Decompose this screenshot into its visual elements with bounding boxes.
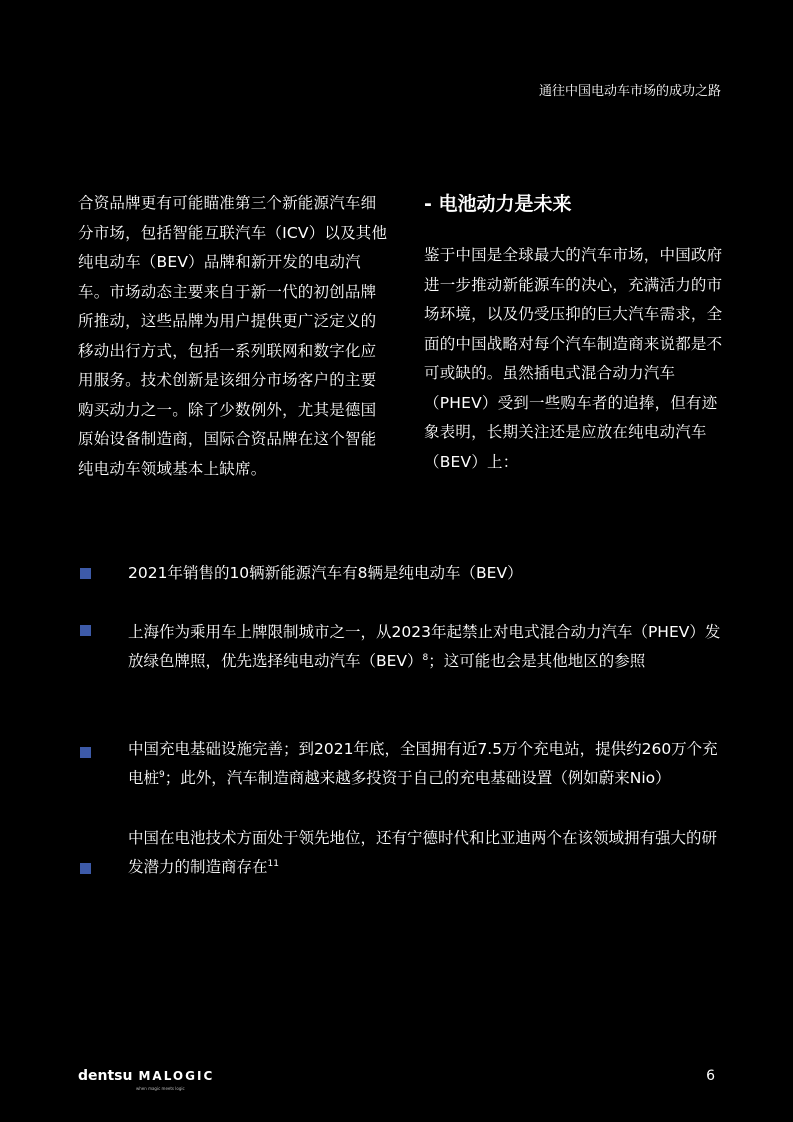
dentsu-malogic-logo [78,1068,214,1084]
bullet-marker [80,863,91,874]
running-header: 通往中国电动车市场的成功之路 [538,84,721,99]
bullet-text: 中国在电池技术方面处于领先地位，还有宁德时代和比亚迪两个在该领域拥有强大的研发潜力的制造商存在 [128,829,718,876]
bullet-marker [80,747,91,758]
bullet-text: ；这可能也会是其他地区的参照 [428,652,646,670]
right-column [424,189,724,477]
bullet-item-4 [128,824,728,882]
right-column-paragraph: 鉴于中国是全球最大的汽车市场，中国政府进一步推动新能源车的决心，充满活力的市场环境，以及仍受压抑的巨大汽车需求，全面的中国战略对每个汽车制造商来说都是不可或缺的。虽然插电式混合动力汽车（PHEV）受到一些购车者的追捧，但有迹象表明，长期关注还是应放在纯电动汽车（BEV）上： [424,246,723,471]
bullet-marker [80,625,91,636]
bullet-item-3 [128,735,728,793]
brand-dentsu: dentsu [78,1068,133,1084]
bullet-text: 上海作为乘用车上牌限制城市之一，从2023年起禁止对电式混合动力汽车（PHEV）发放绿色牌照，优先选择纯电动汽车（BEV） [128,623,721,670]
section-title: - 电池动力是未来 [424,193,572,215]
brand-malogic: MALOGIC [138,1069,215,1083]
bullet-text: 中国充电基础设施完善；到2021年底，全国拥有近7.5万个充电站，提供约260万个充电桩 [128,740,718,787]
bullet-marker [80,568,91,579]
bullet-item-2 [128,618,728,676]
footnote-ref: 9 [159,769,165,780]
page-number: 6 [706,1068,715,1084]
footnote-ref: 8 [422,652,429,663]
footnote-ref: 11 [267,858,279,869]
bullet-item-1: 2021年销售的10辆新能源汽车有8辆是纯电动车（BEV） [128,564,523,582]
bullet-text: ；此外，汽车制造商越来越多投资于自己的充电基础设置（例如蔚来Nio） [164,769,671,787]
left-column-paragraph: 合资品牌更有可能瞄准第三个新能源汽车细分市场，包括智能互联汽车（ICV）以及其他纯电动车（BEV）品牌和新开发的电动汽车。市场动态主要来自于新一代的初创品牌所推动，这些品牌为用户提供更广泛定义的移动出行方式，包括一系列联网和数字化应用服务。技术创新是该细分市场客户的主要购买动力之一。除了少数例外，尤其是德国原始设备制造商，国际合资品牌在这个智能纯电动车领域基本上缺席。 [78,194,388,478]
logo-tagline: when magic meets logic [136,1086,185,1091]
